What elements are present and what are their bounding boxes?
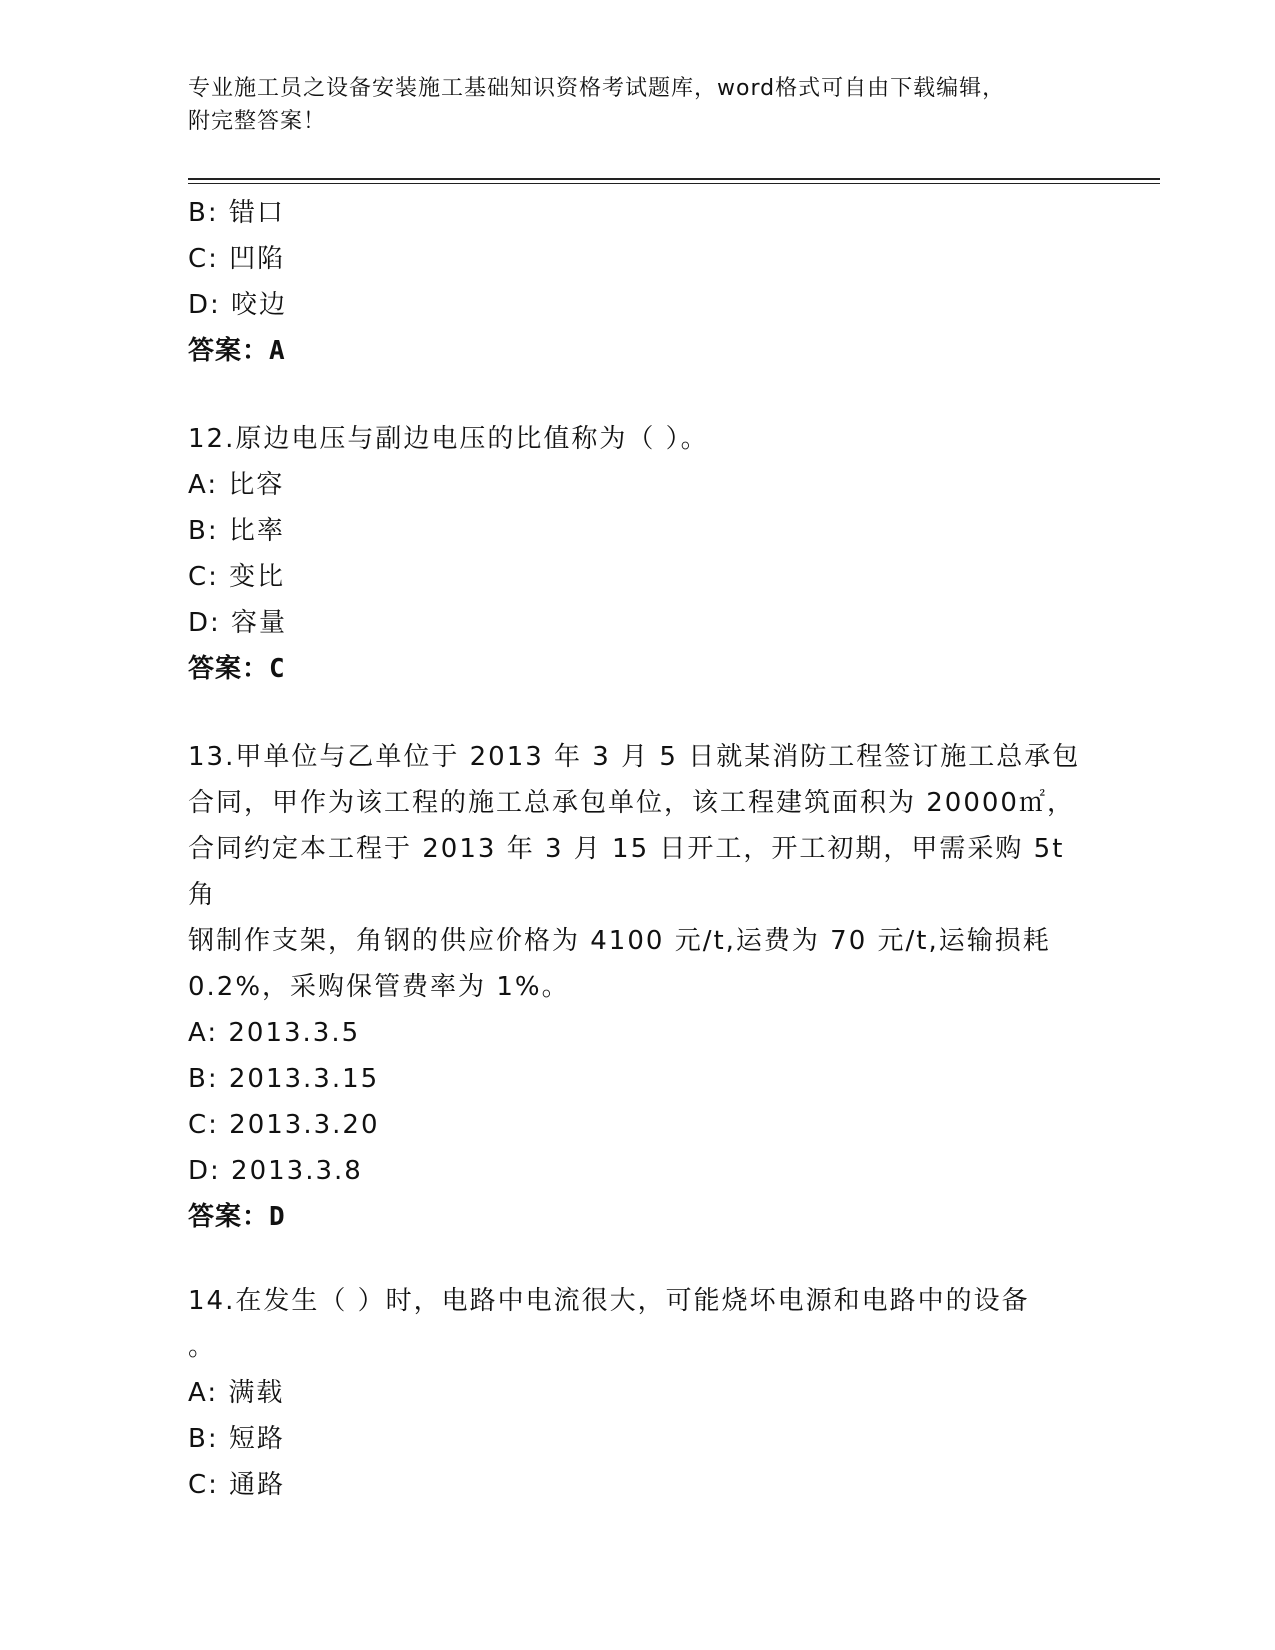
question-text-line-3: 合同约定本工程于 2013 年 3 月 15 日开工，开工初期，甲需采购 5t 角	[188, 834, 1075, 910]
header-divider-thick	[188, 178, 1160, 180]
question-text-line-5: 0.2%，采购保管费率为 1%。	[188, 972, 570, 1002]
question-text-line-2: 合同，甲作为该工程的施工总承包单位，该工程建筑面积为 20000㎡，	[188, 788, 1075, 818]
header-title-line-2: 附完整答案！	[188, 109, 327, 134]
option-c: C: 2013.3.20	[188, 1110, 380, 1140]
answer-line: 答案：C	[188, 654, 286, 684]
option-c: C: 变比	[188, 562, 286, 592]
document-body	[188, 190, 1088, 1508]
spacer	[188, 692, 1088, 734]
option-a: A: 2013.3.5	[188, 1018, 361, 1048]
answer-line: 答案：A	[188, 336, 286, 366]
option-b: B: 短路	[188, 1424, 285, 1454]
document-header	[188, 72, 1088, 138]
spacer	[188, 1240, 1088, 1278]
question-text: 12.原边电压与副边电压的比值称为（ ）。	[188, 424, 709, 454]
question-12	[188, 416, 1088, 692]
question-text-line-1: 14.在发生（ ）时，电路中电流很大，可能烧坏电源和电路中的设备	[188, 1286, 1030, 1316]
spacer	[188, 374, 1088, 416]
option-c: C: 通路	[188, 1470, 286, 1500]
option-a: A: 满载	[188, 1378, 285, 1408]
option-d: D: 咬边	[188, 290, 288, 320]
option-d: D: 2013.3.8	[188, 1156, 363, 1186]
option-b: B: 错口	[188, 198, 285, 228]
header-title-line-1: 专业施工员之设备安装施工基础知识资格考试题库，word格式可自由下载编辑，	[188, 76, 1006, 101]
question-text-line-2: 。	[188, 1332, 217, 1362]
option-d: D: 容量	[188, 608, 288, 638]
answer-line: 答案：D	[188, 1202, 286, 1232]
header-divider-thin	[188, 183, 1160, 184]
question-14	[188, 1278, 1088, 1508]
option-b: B: 比率	[188, 516, 285, 546]
option-b: B: 2013.3.15	[188, 1064, 380, 1094]
question-text-line-1: 13.甲单位与乙单位于 2013 年 3 月 5 日就某消防工程签订施工总承包	[188, 742, 1081, 772]
question-13	[188, 734, 1088, 1240]
question-text-line-4: 钢制作支架，角钢的供应价格为 4100 元/t,运费为 70 元/t,运输损耗	[188, 926, 1051, 956]
question-11-tail	[188, 190, 1088, 374]
option-c: C: 凹陷	[188, 244, 286, 274]
option-a: A: 比容	[188, 470, 285, 500]
